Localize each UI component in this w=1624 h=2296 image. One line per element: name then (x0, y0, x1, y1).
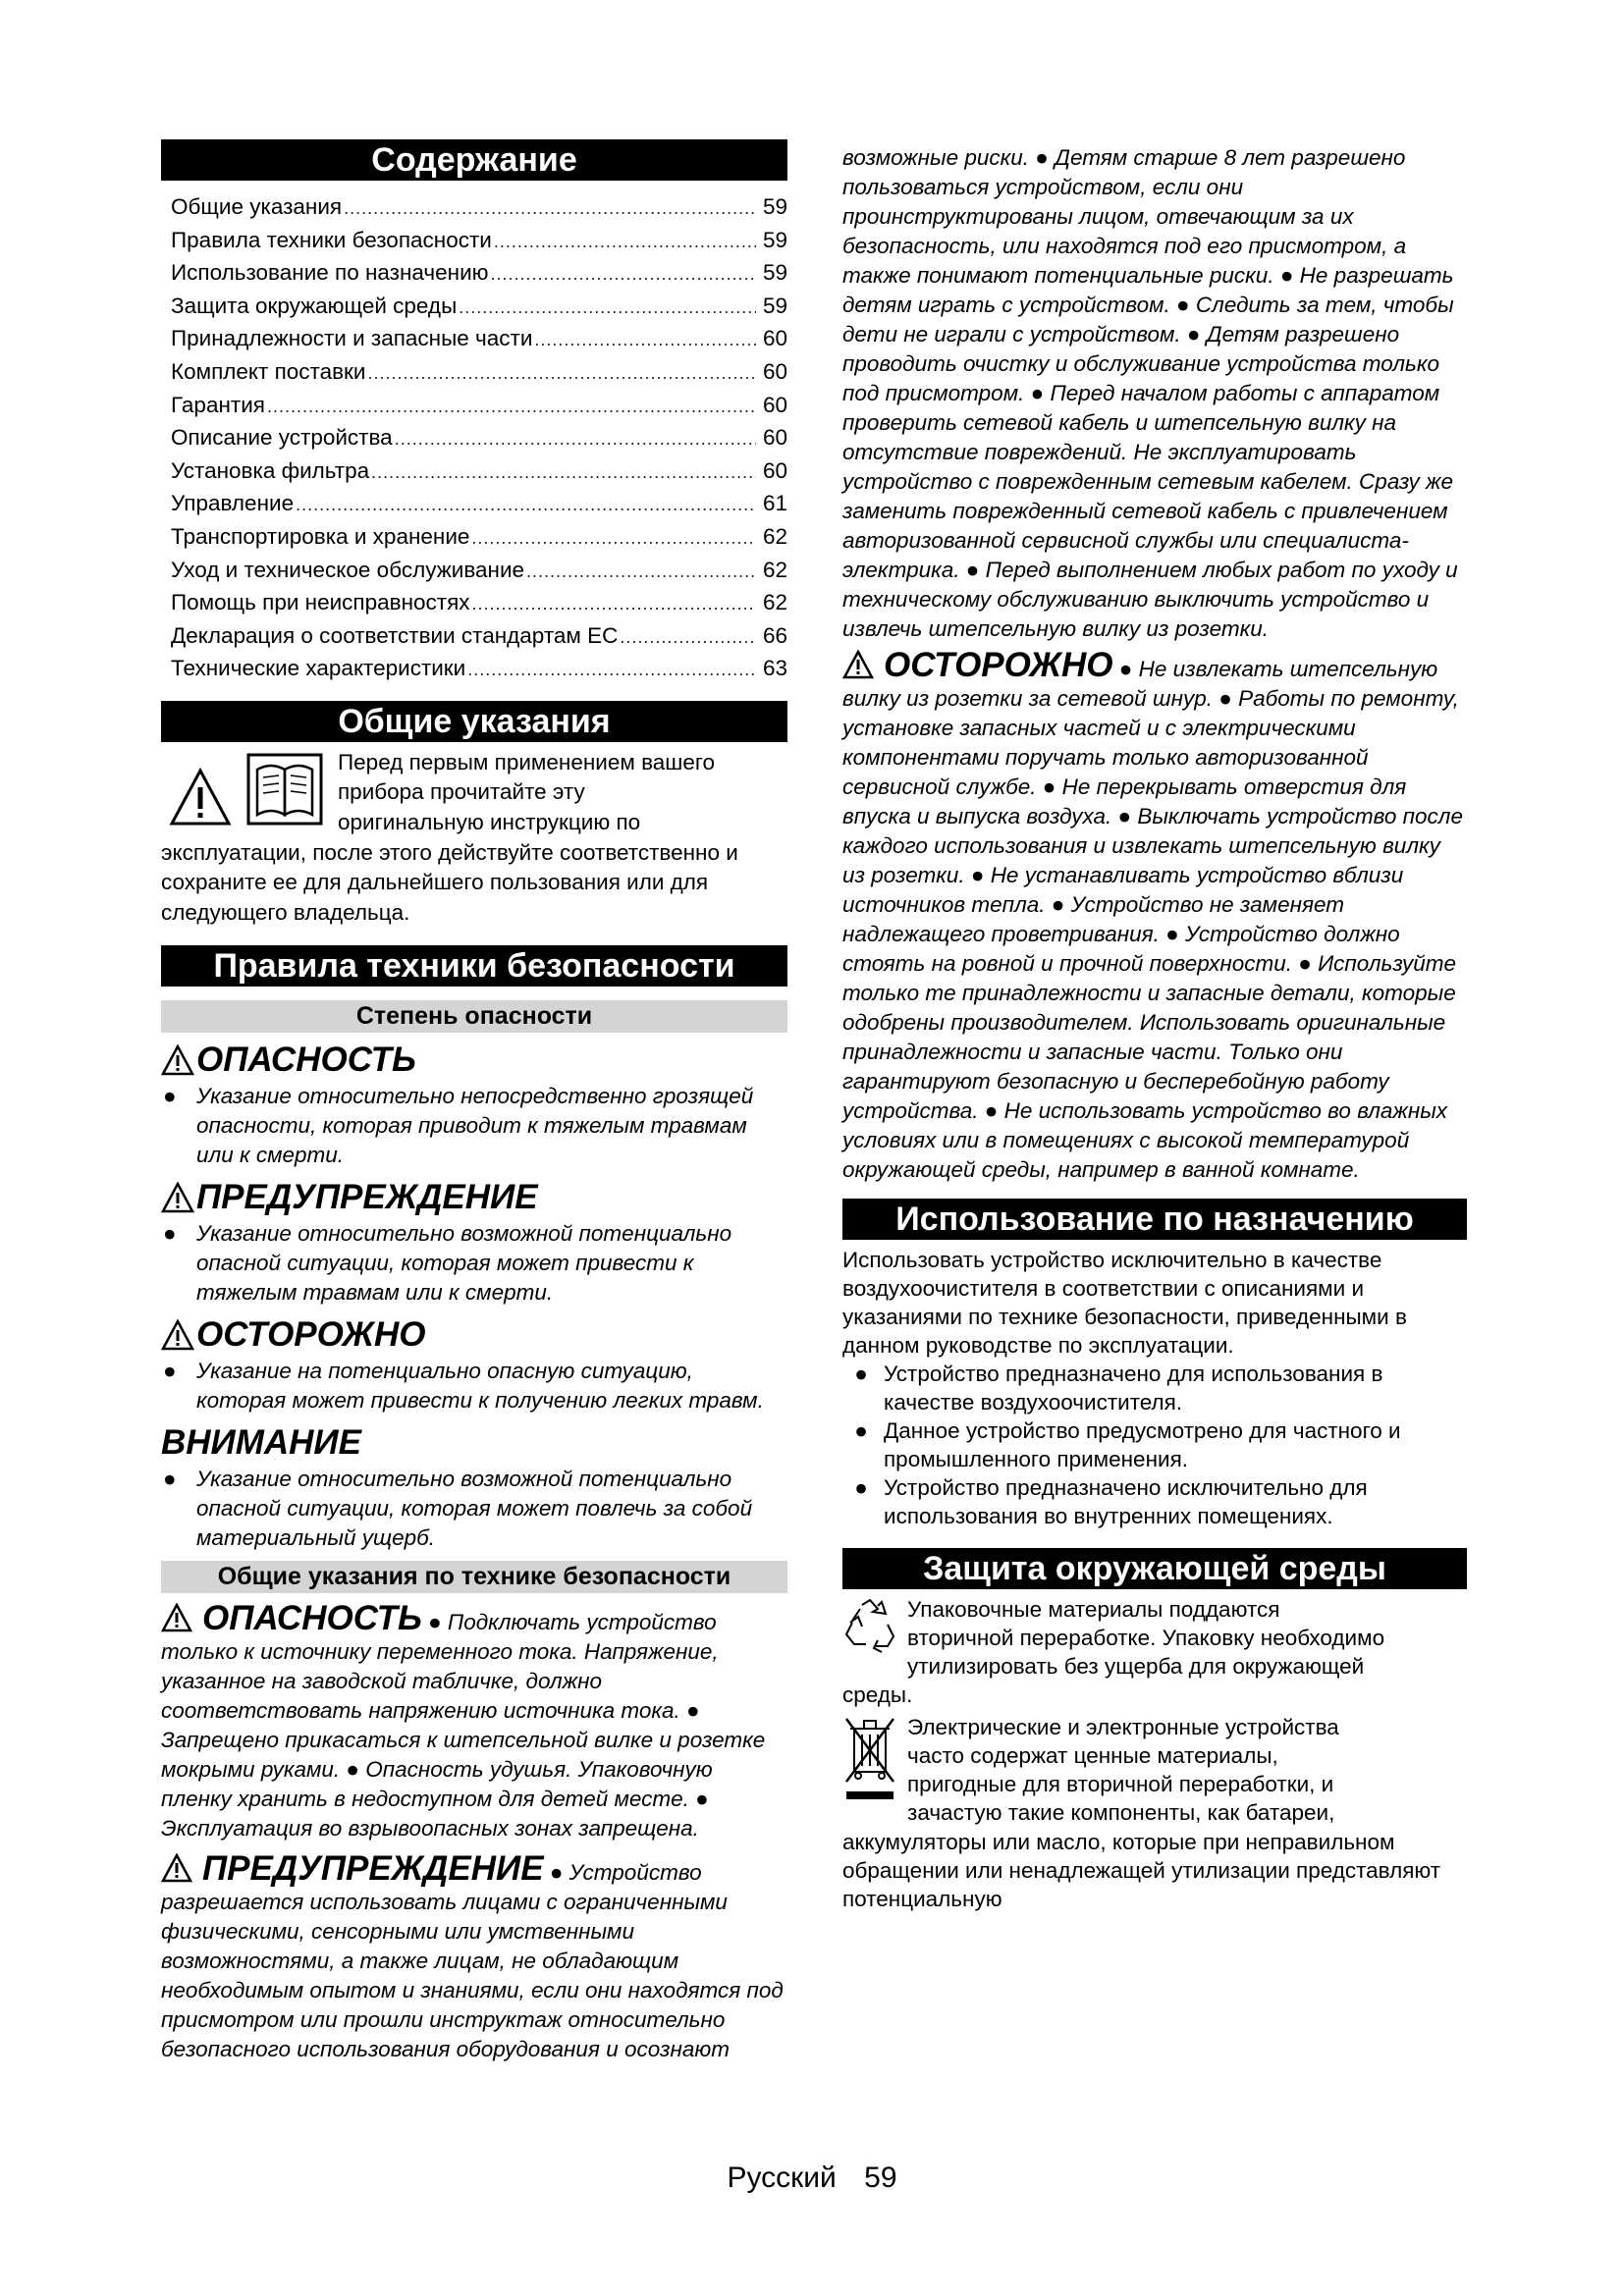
toc-label: Защита окружающей среды (171, 293, 458, 318)
page-footer (0, 2162, 1624, 2195)
toc-leader (471, 522, 756, 556)
toc-page: 62 (762, 523, 787, 549)
toc-leader (267, 391, 756, 424)
toc-label: Уход и техническое обслуживание (171, 557, 525, 582)
caution-heading (842, 646, 1113, 684)
general-line-2: прибора прочитайте эту (338, 779, 585, 805)
warning-triangle-icon (161, 1319, 194, 1351)
caution-label: ОСТОРОЖНО (884, 646, 1113, 684)
toc-leader (534, 324, 756, 357)
level-text: Указание относительно непосредственно грозящей опасности, которая приводит к тяжелым травмам или к смерти. (196, 1084, 754, 1168)
level-description (161, 1219, 787, 1308)
recycle-line-1: Упаковочные материалы поддаются (907, 1597, 1280, 1622)
danger-heading (161, 1599, 422, 1637)
usage-item (842, 1416, 1467, 1473)
toc-page: 60 (762, 392, 787, 417)
warning-triangle-icon (169, 768, 232, 827)
warning-triangle-icon (161, 1044, 194, 1076)
levels-title: Степень опасности (161, 1000, 787, 1033)
toc-row (161, 290, 787, 323)
toc-page: 59 (762, 260, 787, 286)
warning-triangle-icon (161, 1603, 192, 1632)
level-description (161, 1465, 787, 1553)
toc-leader (491, 258, 756, 292)
toc-row (161, 421, 787, 454)
toc-label: Принадлежности и запасные части (171, 326, 533, 351)
general-line-1: Перед первым применением вашего (338, 749, 716, 774)
bullet-icon: ● (163, 1467, 177, 1492)
toc-leader (472, 588, 756, 621)
usage-list (842, 1360, 1467, 1530)
toc-leader (367, 357, 756, 391)
level-description (161, 1357, 787, 1415)
warning-heading (161, 1849, 544, 1888)
toc-leader (344, 192, 756, 226)
toc-page: 60 (762, 425, 787, 451)
level-text: Указание на потенциально опасную ситуацию, которая может привести к получению легких травм. (196, 1359, 764, 1414)
toc-leader (371, 456, 756, 490)
toc-leader (459, 292, 756, 325)
level-name: ПРЕДУПРЕЖДЕНИЕ (196, 1178, 538, 1217)
level-name: ВНИМАНИЕ (161, 1423, 361, 1463)
toc-label: Комплект поставки (171, 358, 366, 384)
bullet-icon: ● (854, 1418, 868, 1443)
toc-row (161, 389, 787, 422)
left-column (161, 139, 787, 2064)
toc-label: Установка фильтра (171, 457, 370, 483)
toc-page: 60 (762, 457, 787, 483)
recycle-line-3: утилизировать без ущерба для окружающей (907, 1654, 1365, 1679)
toc-label: Декларация о соответствии стандартам ЕС (171, 622, 619, 648)
toc-row (161, 619, 787, 653)
toc-label: Технические характеристики (171, 656, 466, 681)
caution-text: Не извлекать штепсельную вилку из розетки за сетевой шнур. ● Работы по ремонту, установке запасных частей и с электрическими компонентами поручать только авторизованной сервисной службе. ● Не перекрывать отверстия для впуска и выпуска воздуха. ● Выключать устройство после каждого использования и извлекать штепсельную вилку из розетки. ● Не устанавливать устройство вблизи источников тепла. ● Устройство не заменяет надлежащего проветривания. ● Устройство должно стоять на ровной и прочной поверхности. ● Используйте только те принадлежности и запасные детали, которые одобрены производителем. Использовать оригинальные принадлежности и запасные части. Только они гарантируют безопасную и бесперебойную работу устройства. ● Не использовать устройство во влажных условиях или в помещениях с высокой температурой окружающей среды, например в ванной комнате. (842, 657, 1464, 1182)
weee-line-2: часто содержат ценные материалы, (907, 1743, 1278, 1768)
usage-intro: Использовать устройство исключительно в качестве воздухоочистителя в соответствии с описаниями и указаниями по технике безопасности, приведенными в данном руководстве по эксплуатации. (842, 1248, 1407, 1358)
toc-label: Описание устройства (171, 425, 393, 451)
toc-leader (467, 654, 756, 687)
general-text-rest: эксплуатации, после этого действуйте соответственно и сохраните ее для дальнейшего пользования или для следующего владельца. (161, 839, 738, 925)
toc-leader (395, 423, 756, 456)
safety-title: Правила техники безопасности (161, 945, 787, 987)
warning-paragraph: ПРЕДУПРЕЖДЕНИЕ ● Устройство разрешается использовать лицами с ограниченными физическими, сенсорными или умственными возможностями, а также лицам, не обладающим необходимым опытом и знаниями, если они находятся под присмотром или прошли инструктаж относительно безопасного использования оборудования и осознают (161, 1849, 784, 2062)
toc-page: 59 (762, 194, 787, 219)
footer-page-number: 59 (864, 2162, 897, 2194)
toc-list (161, 190, 787, 685)
recycle-notice (842, 1595, 1467, 1709)
recycle-rest: среды. (842, 1682, 913, 1707)
warning-label: ПРЕДУПРЕЖДЕНИЕ (202, 1849, 544, 1889)
warning-triangle-icon (161, 1853, 192, 1883)
recycle-line-2: вторичной переработке. Упаковку необходимо (907, 1626, 1385, 1650)
warning-continued: возможные риски. ● Детям старше 8 лет разрешено пользоваться устройством, если они проинструктированы лицом, отвечающим за их безопасность, или находятся под его присмотром, а также понимают потенциальные риски. ● Не разрешать детям играть с устройством. ● Следить за тем, чтобы дети не играли с устройством. ● Детям разрешено проводить очистку и обслуживание устройства только под присмотром. ● Перед началом работы с аппаратом проверить сетевой кабель и штепсельную вилку на отсутствие повреждений. Не эксплуатировать устройство с поврежденным сетевым кабелем. Сразу же заменить поврежденный сетевой кабель с привлечением авторизованной сервисной службы или специалиста-электрика. ● Перед выполнением любых работ по уходу и техническому обслуживанию выключить устройство и извлечь штепсельную вилку из розетки. (842, 145, 1458, 641)
toc-row (161, 355, 787, 389)
usage-item-text: Устройство предназначено для использования в качестве воздухоочистителя. (884, 1362, 1383, 1415)
toc-label: Использование по назначению (171, 260, 489, 286)
environment-title: Защита окружающей среды (842, 1548, 1467, 1589)
toc-row (161, 322, 787, 355)
weee-line-4: зачастую такие компоненты, как батареи, (907, 1800, 1335, 1825)
level-name: ОСТОРОЖНО (196, 1315, 426, 1355)
toc-page: 61 (762, 491, 787, 516)
toc-page: 62 (762, 590, 787, 615)
toc-label: Правила техники безопасности (171, 227, 492, 252)
general-notice (161, 748, 787, 929)
danger-label: ОПАСНОСТЬ (202, 1599, 422, 1638)
weee-line-3: пригодные для вторичной переработки, и (907, 1772, 1334, 1796)
level-text: Указание относительно возможной потенциально опасной ситуации, которая может повлечь за собой материальный ущерб. (196, 1467, 753, 1551)
weee-notice (842, 1713, 1467, 1913)
crossed-bin-icon (842, 1715, 897, 1823)
danger-text: Подключать устройство только к источнику переменного тока. Напряжение, указанное на заводской табличке, должно соответствовать напряжению источника тока. ● Запрещено прикасаться к штепсельной вилке и розетке мокрыми руками. ● Опасность удушья. Упаковочную пленку хранить в недоступном для детей месте. ● Эксплуатация во взрывоопасных зонах запрещена. (161, 1610, 766, 1842)
bullet-icon: ● (163, 1084, 177, 1109)
recycle-icon (842, 1597, 897, 1656)
toc-row (161, 586, 787, 619)
bullet-icon: ● (854, 1475, 868, 1500)
toc-leader (620, 621, 756, 655)
toc-row (161, 256, 787, 290)
level-name: ОПАСНОСТЬ (196, 1041, 416, 1080)
toc-label: Общие указания (171, 194, 343, 219)
level-text: Указание относительно возможной потенциально опасной ситуации, которая может привести к тяжелым травмам или к смерти. (196, 1221, 732, 1306)
bullet-icon: ● (163, 1359, 177, 1384)
warning-text: Устройство разрешается использовать лицами с ограниченными физическими, сенсорными или умственными возможностями, а также лицам, не обладающим необходимым опытом и знаниями, если они находятся под присмотром или прошли инструктаж относительно безопасного использования оборудования и осознают (161, 1860, 784, 2062)
weee-rest: аккумуляторы или масло, которые при неправильном обращении или ненадлежащей утилизации представляют потенциальную (842, 1830, 1441, 1911)
warning-triangle-icon (161, 1182, 194, 1213)
toc-row (161, 487, 787, 520)
toc-label: Транспортировка и хранение (171, 523, 470, 549)
general-safety-title: Общие указания по технике безопасности (161, 1561, 787, 1593)
usage-item (842, 1360, 1467, 1416)
toc-row (161, 190, 787, 224)
usage-item-text: Данное устройство предусмотрено для частного и промышленного применения. (884, 1418, 1401, 1471)
read-manual-icons (161, 748, 338, 838)
toc-row (161, 454, 787, 488)
bullet-icon: ● (163, 1221, 177, 1247)
weee-line-1: Электрические и электронные устройства (907, 1715, 1339, 1739)
toc-page: 62 (762, 557, 787, 582)
toc-title: Содержание (161, 139, 787, 181)
level-heading (161, 1421, 787, 1465)
danger-levels (161, 1039, 787, 1553)
usage-title: Использование по назначению (842, 1199, 1467, 1240)
toc-leader (526, 556, 756, 589)
toc-page: 60 (762, 326, 787, 351)
usage-item (842, 1473, 1467, 1530)
toc-row (161, 652, 787, 685)
toc-row (161, 554, 787, 587)
danger-paragraph: ОПАСНОСТЬ ● Подключать устройство только к источнику переменного тока. Напряжение, указанное на заводской табличке, должно соответствовать напряжению источника тока. ● Запрещено прикасаться к штепсельной вилке и розетке мокрыми руками. ● Опасность удушья. Упаковочную пленку хранить в недоступном для детей месте. ● Эксплуатация во взрывоопасных зонах запрещена. (161, 1599, 766, 1842)
level-heading (161, 1313, 787, 1357)
toc-page: 59 (762, 293, 787, 318)
toc-page: 66 (762, 622, 787, 648)
level-description (161, 1082, 787, 1170)
toc-page: 60 (762, 358, 787, 384)
caution-paragraph: ОСТОРОЖНО ● Не извлекать штепсельную вилку из розетки за сетевой шнур. ● Работы по ремонту, установке запасных частей и с электрическими компонентами поручать только авторизованной сервисной службе. ● Не перекрывать отверстия для впуска и выпуска воздуха. ● Выключать устройство после каждого использования и извлекать штепсельную вилку из розетки. ● Не устанавливать устройство вблизи источников тепла. ● Устройство не заменяет надлежащего проветривания. ● Устройство должно стоять на ровной и прочной поверхности. ● Используйте только те принадлежности и запасные детали, которые одобрены производителем. Использовать оригинальные принадлежности и запасные части. Только они гарантируют безопасную и бесперебойную работу устройства. ● Не использовать устройство во влажных условиях или в помещениях с высокой температурой окружающей среды, например в ванной комнате. (842, 646, 1464, 1182)
level-heading (161, 1176, 787, 1219)
toc-leader (296, 489, 756, 522)
general-line-3: оригинальную инструкцию по (338, 809, 641, 834)
toc-page: 59 (762, 227, 787, 252)
toc-page: 63 (762, 656, 787, 681)
level-heading (161, 1039, 787, 1082)
bullet-icon: ● (854, 1362, 868, 1386)
toc-row (161, 520, 787, 554)
general-title: Общие указания (161, 701, 787, 742)
footer-language: Русский (727, 2162, 837, 2194)
warning-triangle-icon (842, 650, 874, 679)
toc-label: Помощь при неисправностях (171, 590, 470, 615)
toc-row (161, 224, 787, 257)
manual-book-icon (245, 752, 324, 827)
toc-leader (494, 226, 756, 259)
right-column (842, 143, 1467, 1913)
usage-item-text: Устройство предназначено исключительно для использования во внутренних помещениях. (884, 1475, 1368, 1528)
toc-label: Управление (171, 491, 295, 516)
toc-label: Гарантия (171, 392, 265, 417)
